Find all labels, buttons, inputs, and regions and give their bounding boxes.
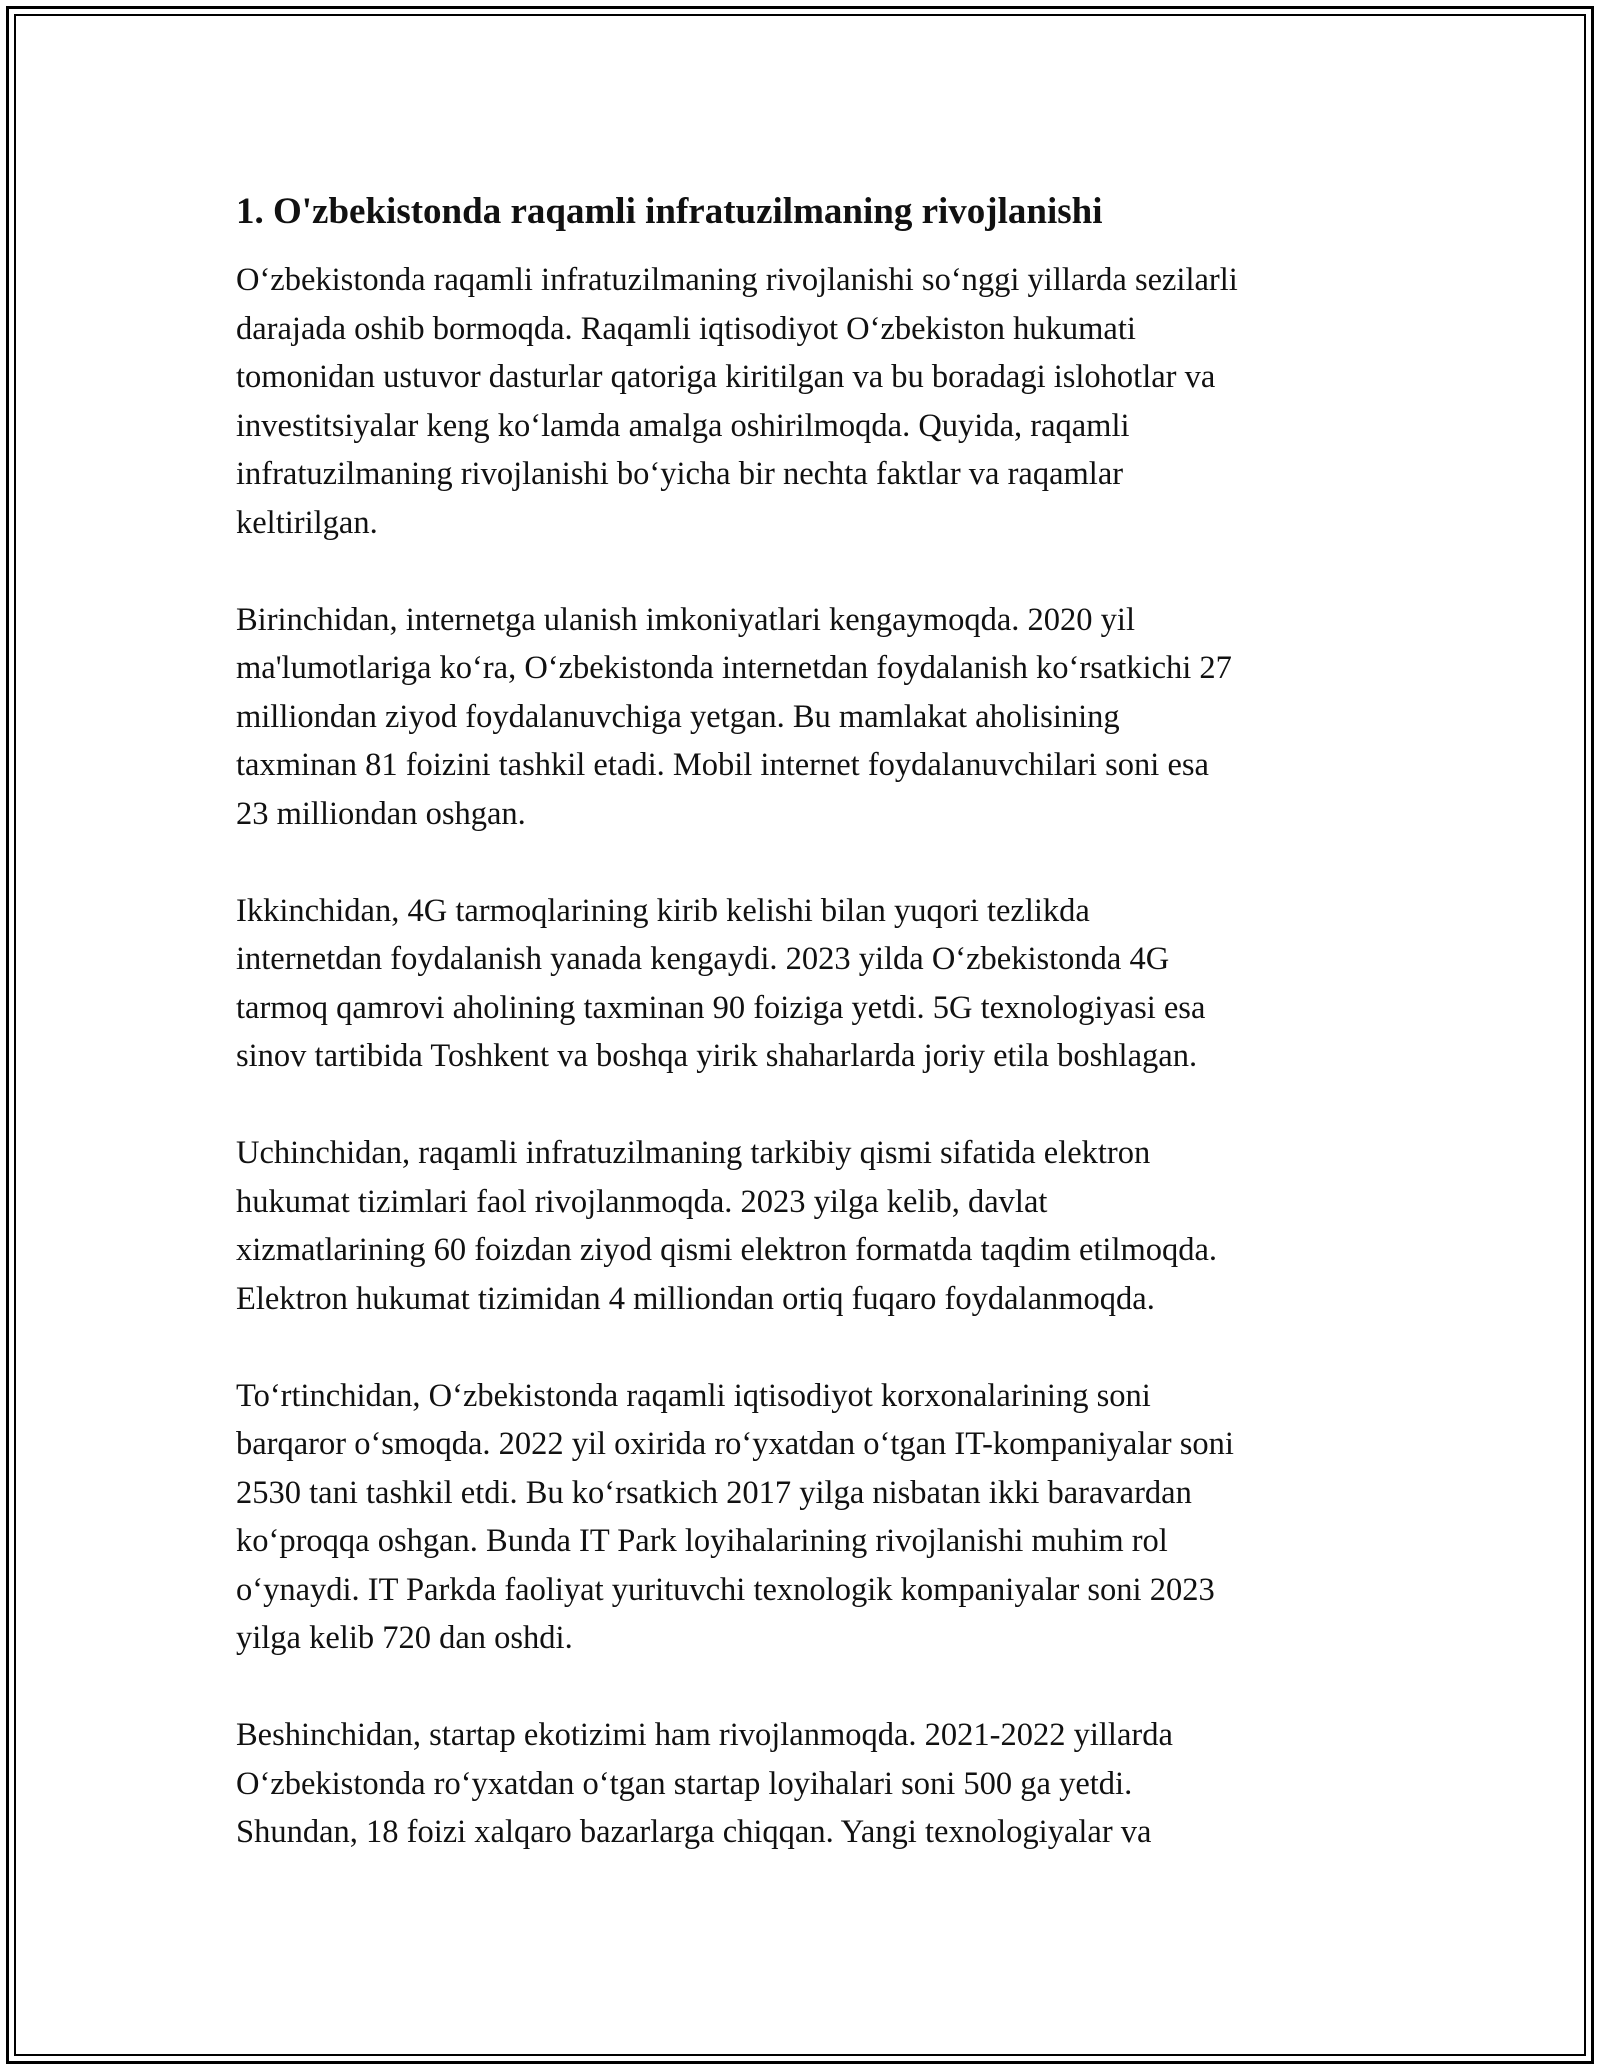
paragraph-fourth: To‘rtinchidan, O‘zbekistonda raqamli iqtisodiyot korxonalarining soni barqaror o‘smoqda. 2022 yil oxirida ro‘yxatdan o‘tgan IT-kompaniyalar soni 2530 tani tashkil etdi. Bu ko‘rsatkich 2017 yilga nisbatan ikki baravardan ko‘proqqa oshgan. Bunda IT Park loyihalarining rivojlanishi muhim rol o‘ynaydi. IT Parkda faoliyat yurituvchi texnologik kompaniyalar soni 2023 yilga kelib 720 dan oshdi. (236, 1377, 1234, 1656)
paragraph-third: Uchinchidan, raqamli infratuzilmaning tarkibiy qismi sifatida elektron hukumat tizimlari faol rivojlanmoqda. 2023 yilga kelib, davlat xizmatlarining 60 foizdan ziyod qismi elektron formatda taqdim etilmoqda. Elektron hukumat tizimidan 4 milliondan ortiq fuqaro foydalanmoqda. (236, 1135, 1218, 1317)
document-body (236, 188, 1376, 1905)
paragraph-intro: O‘zbekistonda raqamli infratuzilmaning rivojlanishi so‘nggi yillarda sezilarli darajada oshib bormoqda. Raqamli iqtisodiyot O‘zbekiston hukumati tomonidan ustuvor dasturlar qatoriga kiritilgan va bu boradagi islohotlar va investitsiyalar keng ko‘lamda amalga oshirilmoqda. Quyida, raqamli infratuzilmaning rivojlanishi bo‘yicha bir nechta faktlar va raqamlar keltirilgan. (236, 262, 1238, 541)
paragraph-fifth: Beshinchidan, startap ekotizimi ham rivojlanmoqda. 2021-2022 yillarda O‘zbekistonda ro‘yxatdan o‘tgan startap loyihalari soni 500 ga yetdi. Shundan, 18 foizi xalqaro bazarlarga chiqqan. Yangi texnologiyalar va (236, 1717, 1173, 1850)
section-heading: 1. O'zbekistonda raqamli infratuzilmaning rivojlanishi (236, 191, 1103, 232)
paragraph-first: Birinchidan, internetga ulanish imkoniyatlari kengaymoqda. 2020 yil ma'lumotlariga ko‘ra, O‘zbekistonda internetdan foydalanish ko‘rsatkichi 27 milliondan ziyod foydalanuvchiga yetgan. Bu mamlakat aholisining taxminan 81 foizini tashkil etadi. Mobil internet foydalanuvchilari soni esa 23 milliondan oshgan. (236, 601, 1232, 832)
paragraph-second: Ikkinchidan, 4G tarmoqlarining kirib kelishi bilan yuqori tezlikda internetdan foydalanish yanada kengaydi. 2023 yilda O‘zbekistonda 4G tarmoq qamrovi aholining taxminan 90 foiziga yetdi. 5G texnologiyasi esa sinov tartibida Toshkent va boshqa yirik shaharlarda joriy etila boshlagan. (236, 892, 1206, 1074)
